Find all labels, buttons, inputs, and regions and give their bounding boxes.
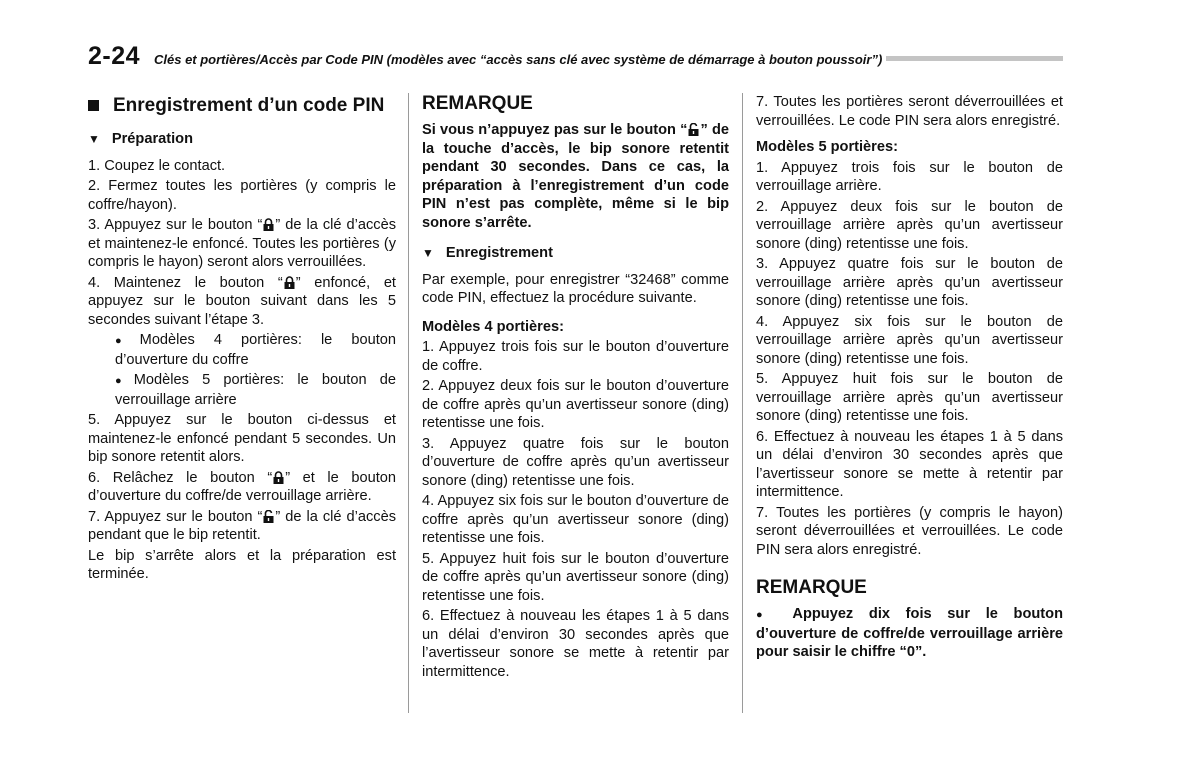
page-number: 2-24 (88, 42, 141, 70)
lock-icon (284, 276, 295, 289)
step-7: 7. Toutes les portières seront déverrouillées et verrouillées. Le code PIN sera alors enregistré. (756, 94, 1063, 129)
step-5: 5. Appuyez huit fois sur le bouton de verrouillage arrière après qu’un avertisseur sonore (ding) retentisse une fois. (756, 371, 1063, 424)
column-divider (742, 93, 743, 713)
step-1: 1. Appuyez trois fois sur le bouton de verrouillage arrière. (756, 159, 1063, 194)
unlock-icon (688, 123, 699, 136)
subhead-preparation: ▼ Préparation (88, 131, 193, 147)
page-header (88, 40, 1063, 76)
remarque-heading: REMARQUE (756, 577, 867, 598)
step-4: 4. Appuyez six fois sur le bouton de verrouillage arrière après qu’un avertisseur sonore (ding) retentisse une fois. (756, 313, 1063, 367)
step-2: 2. Appuyez deux fois sur le bouton d’ouverture de coffre après qu’un avertisseur sonore (ding) retentisse une fois. (422, 378, 729, 431)
step-6: 6. Relâchez le bouton “ ” et le bouton d’ouverture du coffre/de verrouillage arrière. (88, 469, 396, 504)
column-2 (422, 93, 729, 683)
step-4: 4. Appuyez six fois sur le bouton d’ouverture de coffre après qu’un avertisseur sonore (ding) retentisse une fois. (422, 493, 729, 546)
step-8: Le bip s’arrête alors et la préparation est terminée. (88, 547, 396, 582)
bullet-dot-icon: ● (756, 609, 775, 621)
bullet-dot-icon: ● (115, 375, 131, 387)
triangle-down-icon: ▼ (422, 246, 434, 260)
intro-text: Par exemple, pour enregistrer “32468” comme code PIN, effectuez la procédure suivante. (422, 271, 729, 306)
column-divider (408, 93, 409, 713)
remarque-heading: REMARQUE (422, 93, 533, 114)
subhead-enregistrement: ▼ Enregistrement (422, 245, 553, 261)
list-item: ● Modèles 5 portières: le bouton de verrouillage arrière (115, 372, 396, 408)
list-item: ● Modèles 4 portières: le bouton d’ouverture du coffre (115, 332, 396, 368)
remarque-note: ● Appuyez dix fois sur le bouton d’ouverture de coffre/de verrouillage arrière pour saisir le chiffre “0”. (756, 606, 1063, 660)
step-4: 4. Maintenez le bouton “ ” enfoncé, et appuyez sur le bouton suivant dans les 5 secondes suivant l’étape 3. (88, 274, 396, 328)
column-3 (756, 93, 1063, 664)
lock-icon (263, 218, 274, 231)
lock-icon (273, 471, 284, 484)
bullet-dot-icon: ● (115, 335, 137, 347)
step-1: 1. Appuyez trois fois sur le bouton d’ouverture de coffre. (422, 339, 729, 374)
column-1 (88, 93, 396, 586)
step-5: 5. Appuyez huit fois sur le bouton d’ouverture de coffre après qu’un avertisseur sonore (ding) retentisse une fois. (422, 550, 729, 604)
step-3: 3. Appuyez quatre fois sur le bouton d’ouverture de coffre après qu’un avertisseur sonore (ding) retentisse une fois. (422, 435, 729, 489)
step-6: 6. Effectuez à nouveau les étapes 1 à 5 dans un délai d’environ 30 secondes après que l’avertisseur sonore se mette à retentir par intermittence. (756, 428, 1063, 500)
step-3: 3. Appuyez sur le bouton “ ” de la clé d’accès et maintenez-le enfoncé. Toutes les portières (y compris le hayon) seront alors verrouillées. (88, 217, 396, 270)
step-5: 5. Appuyez sur le bouton ci-dessus et maintenez-le enfoncé pendant 5 secondes. Un bip sonore retentit alors. (88, 412, 396, 465)
models-4-heading: Modèles 4 portières: (422, 318, 564, 335)
step-7: 7. Appuyez sur le bouton “ ” de la clé d’accès pendant que le bip retentit. (88, 508, 396, 543)
square-bullet-icon (88, 100, 99, 111)
models-5-heading: Modèles 5 portières: (756, 139, 898, 155)
triangle-down-icon: ▼ (88, 132, 100, 146)
step-2: 2. Appuyez deux fois sur le bouton de verrouillage arrière après qu’un avertisseur sonore (ding) retentisse une fois. (756, 198, 1063, 252)
step-3: 3. Appuyez quatre fois sur le bouton de verrouillage arrière après qu’un avertisseur sonore (ding) retentisse une fois. (756, 256, 1063, 309)
unlock-icon (263, 510, 274, 523)
section-title: Enregistrement d’un code PIN (88, 95, 396, 116)
remarque-note: Si vous n’appuyez pas sur le bouton “ ” de la touche d’accès, le bip sonore retentit pendant 30 secondes. Dans ce cas, la préparation à l’enregistrement d’un code PIN n’est pas complète, même si le bip sonore s’arrête. (422, 122, 729, 231)
step-2: 2. Fermez toutes les portières (y compris le coffre/hayon). (88, 178, 396, 213)
step-7: 7. Toutes les portières (y compris le hayon) seront déverrouillées et verrouillées. Le code PIN sera alors enregistré. (756, 504, 1063, 558)
header-title: Clés et portières/Accès par Code PIN (modèles avec “accès sans clé avec système de démarrage à bouton poussoir”) (154, 52, 886, 67)
step-1: 1. Coupez le contact. (88, 157, 226, 174)
step-6: 6. Effectuez à nouveau les étapes 1 à 5 dans un délai d’environ 30 secondes après que l’avertisseur sonore se mette à retentir par intermittence. (422, 608, 729, 680)
